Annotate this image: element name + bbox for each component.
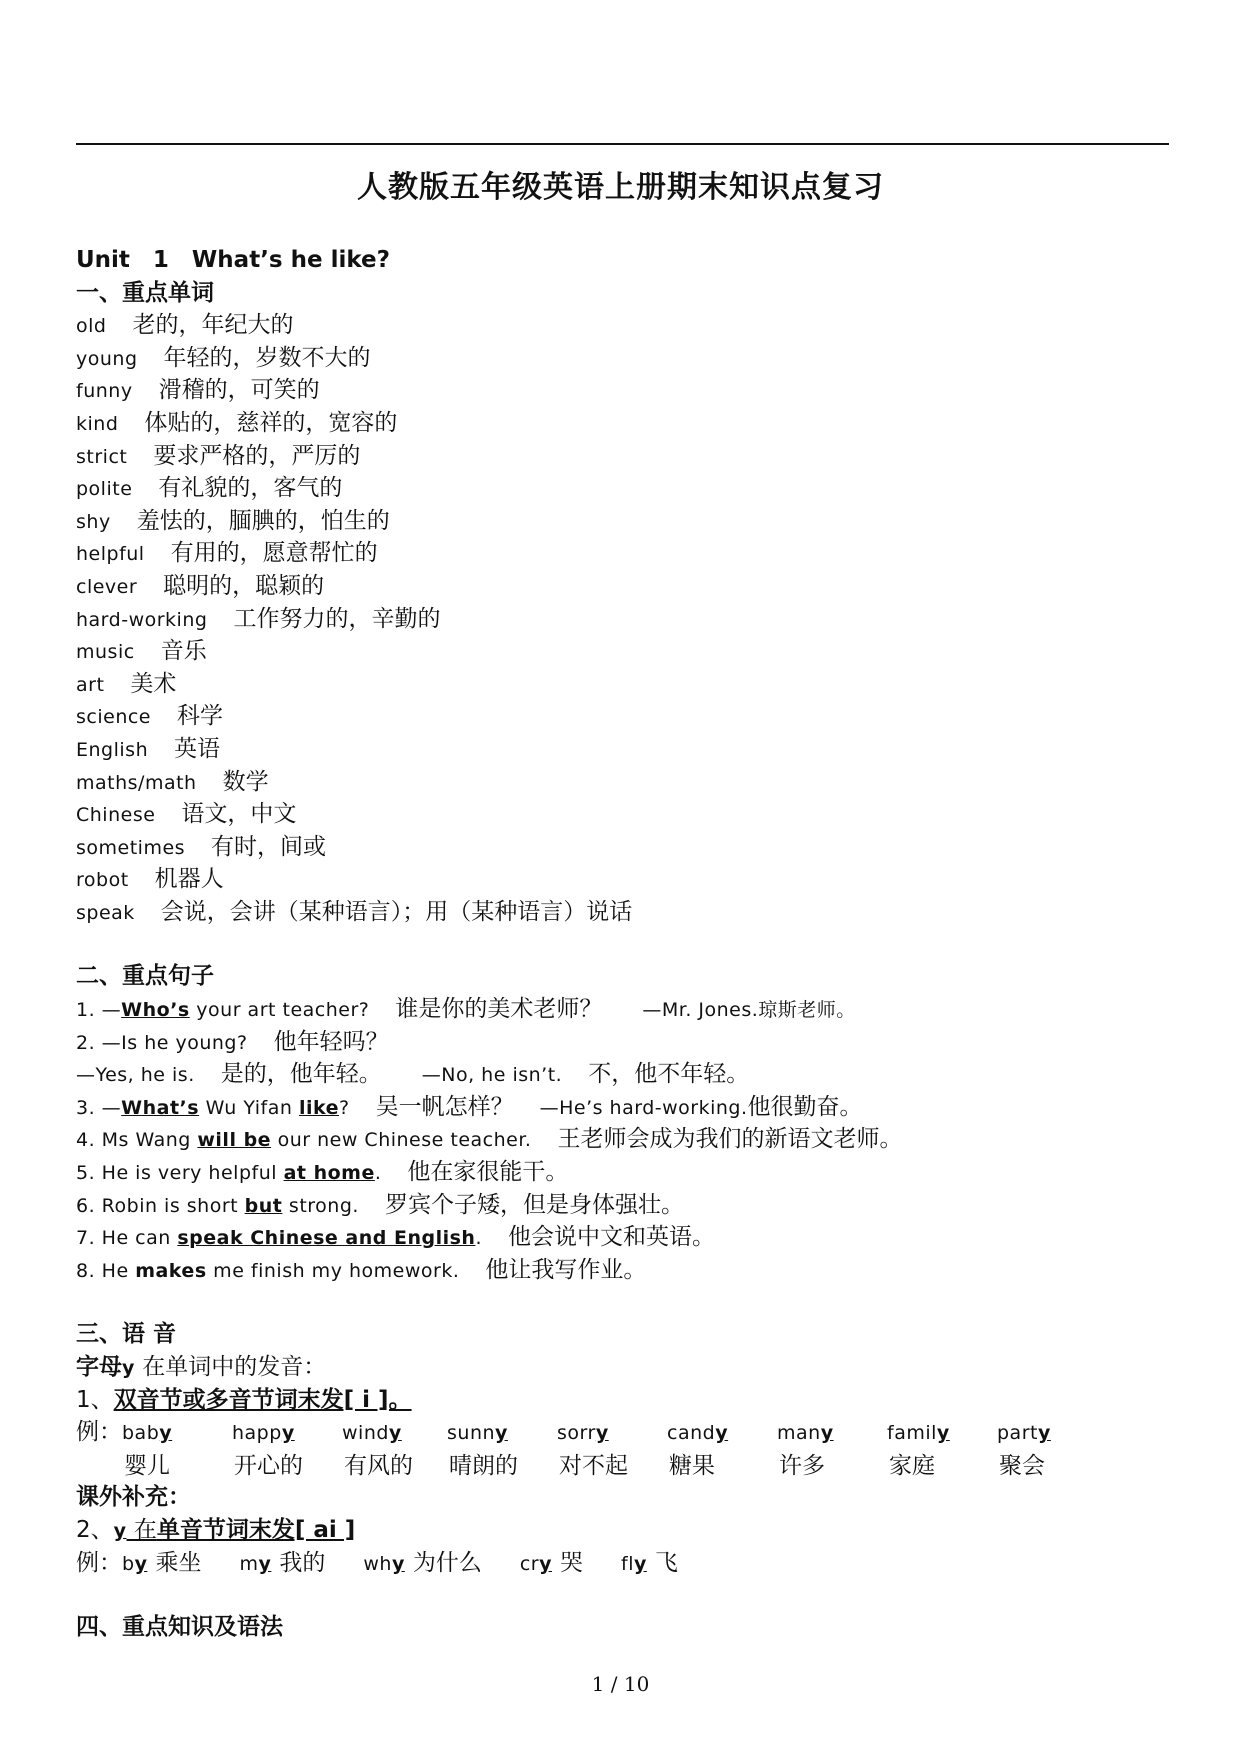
example-meaning: 对不起 bbox=[559, 1452, 628, 1479]
example-word: family bbox=[887, 1422, 950, 1445]
word-english: young bbox=[76, 347, 138, 370]
page-number: 1 / 10 bbox=[591, 1672, 650, 1696]
word-english: shy bbox=[76, 510, 111, 533]
word-chinese: 有礼貌的，客气的 bbox=[158, 475, 343, 502]
document-body bbox=[76, 244, 1169, 1644]
word-chinese: 要求严格的，严厉的 bbox=[153, 442, 361, 469]
word-english: strict bbox=[76, 445, 128, 468]
example-word: sunny bbox=[447, 1422, 508, 1445]
word-chinese: 工作努力的，辛勤的 bbox=[233, 605, 441, 632]
example-meaning: 开心的 bbox=[234, 1452, 303, 1479]
word-entry bbox=[76, 472, 1169, 505]
word-chinese: 滑稽的，可笑的 bbox=[158, 377, 320, 404]
example-word: happy bbox=[232, 1422, 295, 1445]
example-word: many bbox=[777, 1422, 834, 1445]
phonics-intro: 字母y 在单词中的发音： bbox=[76, 1354, 327, 1380]
word-english: helpful bbox=[76, 543, 145, 566]
sentence-5: 5. He is very helpful at home. 他在家很能干。 bbox=[76, 1159, 569, 1186]
word-entry bbox=[76, 700, 1169, 733]
word-entry bbox=[76, 668, 1169, 701]
word-chinese: 会说，会讲（某种语言）；用（某种语言）说话 bbox=[160, 898, 633, 925]
word-entry bbox=[76, 603, 1169, 636]
word-english: robot bbox=[76, 869, 129, 892]
word-entry bbox=[76, 342, 1169, 375]
example-meaning: 许多 bbox=[779, 1452, 825, 1479]
example-meaning: 家庭 bbox=[889, 1452, 935, 1479]
word-english: kind bbox=[76, 412, 119, 435]
example-meaning: 晴朗的 bbox=[449, 1452, 518, 1479]
section-heading-grammar: 四、重点知识及语法 bbox=[76, 1614, 283, 1641]
word-entry bbox=[76, 831, 1169, 864]
section-heading-sentences: 二、重点句子 bbox=[76, 963, 214, 990]
example-word-2: by 乘坐 bbox=[122, 1549, 202, 1576]
word-entry bbox=[76, 863, 1169, 896]
word-english: funny bbox=[76, 380, 133, 403]
example-meaning: 婴儿 bbox=[124, 1452, 170, 1479]
header-rule bbox=[76, 143, 1169, 145]
word-entry bbox=[76, 440, 1169, 473]
word-english: art bbox=[76, 673, 105, 696]
word-chinese: 语文，中文 bbox=[181, 801, 297, 828]
sentence-6: 6. Robin is short but strong. 罗宾个子矮，但是身体强壮。 bbox=[76, 1191, 684, 1218]
word-chinese: 数学 bbox=[222, 768, 269, 795]
word-entry bbox=[76, 635, 1169, 668]
word-chinese: 音乐 bbox=[160, 638, 207, 665]
word-entry bbox=[76, 309, 1169, 342]
phonics-rule-1: 1、双音节或多音节词末发[ i ]。 bbox=[76, 1386, 412, 1413]
example-meaning: 糖果 bbox=[669, 1452, 715, 1479]
example-meaning: 聚会 bbox=[999, 1452, 1045, 1479]
phonics-rule-2: 2、y 在单音节词末发[ ai ] bbox=[76, 1516, 356, 1543]
word-chinese: 英语 bbox=[174, 735, 221, 762]
example-word-2: cry 哭 bbox=[519, 1549, 583, 1576]
word-list bbox=[76, 309, 1169, 928]
word-chinese: 美术 bbox=[130, 670, 177, 697]
word-chinese: 体贴的，慈祥的，宽容的 bbox=[144, 409, 398, 436]
word-chinese: 聪明的，聪颖的 bbox=[163, 572, 325, 599]
word-english: sometimes bbox=[76, 836, 186, 859]
sentence-2: 2. —Is he young? 他年轻吗？ bbox=[76, 1028, 389, 1055]
example-word: sorry bbox=[557, 1422, 609, 1445]
word-chinese: 有时，间或 bbox=[211, 833, 327, 860]
example-word: windy bbox=[342, 1422, 402, 1445]
phonics-examples-1: 例：baby happy windy sunny sorry candy many family party bbox=[76, 1416, 1169, 1449]
example-meaning: 有风的 bbox=[344, 1452, 413, 1479]
sentence-8: 8. He makes me finish my homework. 他让我写作业。 bbox=[76, 1256, 647, 1283]
document-title: 人教版五年级英语上册期末知识点复习 bbox=[357, 170, 884, 205]
word-english: clever bbox=[76, 575, 138, 598]
example-word-2: fly 飞 bbox=[621, 1549, 678, 1576]
word-entry bbox=[76, 570, 1169, 603]
word-entry bbox=[76, 407, 1169, 440]
word-chinese: 机器人 bbox=[154, 866, 224, 893]
word-english: maths/math bbox=[76, 771, 197, 794]
word-english: Chinese bbox=[76, 804, 156, 827]
unit-heading: Unit 1 What’s he like? bbox=[76, 247, 390, 273]
phonics-examples-1-meanings bbox=[76, 1449, 1169, 1482]
word-chinese: 有用的，愿意帮忙的 bbox=[170, 540, 378, 567]
word-entry bbox=[76, 896, 1169, 929]
section-heading-words: 一、重点单词 bbox=[76, 279, 214, 306]
sentence-7: 7. He can speak Chinese and English. 他会说中文和英语。 bbox=[76, 1224, 716, 1251]
word-english: old bbox=[76, 315, 107, 338]
example-word: party bbox=[997, 1422, 1051, 1445]
sentence-4: 4. Ms Wang will be our new Chinese teacher. 王老师会成为我们的新语文老师。 bbox=[76, 1126, 903, 1153]
example-word: baby bbox=[122, 1422, 173, 1445]
sentence-3: 3. —What’s Wu Yifan like? 吴一帆怎样？ —He’s hard-working.他很勤奋。 bbox=[76, 1093, 863, 1120]
word-entry bbox=[76, 537, 1169, 570]
word-entry bbox=[76, 733, 1169, 766]
example-word-2: my 我的 bbox=[239, 1549, 326, 1576]
word-english: English bbox=[76, 738, 149, 761]
word-entry bbox=[76, 505, 1169, 538]
extra-heading: 课外补充： bbox=[76, 1484, 191, 1511]
word-english: music bbox=[76, 641, 135, 664]
word-english: polite bbox=[76, 478, 133, 501]
word-entry bbox=[76, 766, 1169, 799]
example-word-2: why 为什么 bbox=[363, 1549, 482, 1576]
example-word: candy bbox=[667, 1422, 729, 1445]
word-entry bbox=[76, 798, 1169, 831]
sentence-2-answers: —Yes, he is. 是的，他年轻。 —No, he isn’t. 不，他不年轻。 bbox=[76, 1061, 750, 1088]
word-english: speak bbox=[76, 901, 135, 924]
word-chinese: 老的，年纪大的 bbox=[132, 312, 294, 339]
word-english: science bbox=[76, 706, 151, 729]
sentence-1: 1. —Who’s your art teacher? 谁是你的美术老师？ —Mr. Jones.琼斯老师。 bbox=[76, 996, 856, 1023]
word-english: hard-working bbox=[76, 608, 208, 631]
word-chinese: 科学 bbox=[177, 703, 223, 730]
section-heading-phonics: 三、语 音 bbox=[76, 1321, 177, 1348]
word-chinese: 羞怯的，腼腆的，怕生的 bbox=[136, 507, 390, 534]
word-chinese: 年轻的，岁数不大的 bbox=[163, 344, 371, 371]
phonics-examples-2: 例：by 乘坐 my 我的 why 为什么 cry 哭 fly 飞 bbox=[76, 1547, 1169, 1580]
word-entry bbox=[76, 374, 1169, 407]
